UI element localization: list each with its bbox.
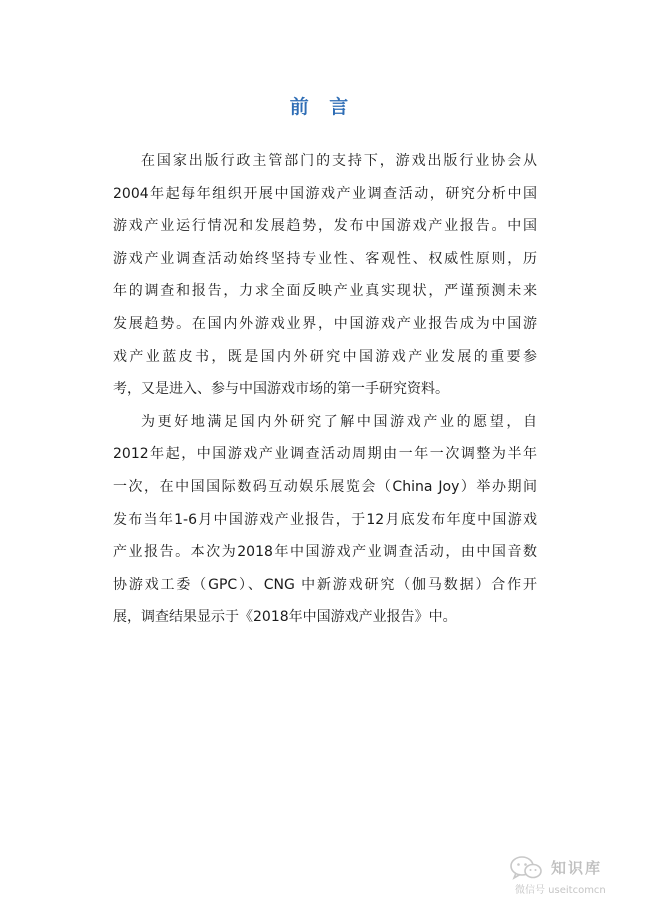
paragraph-2-line: 为更好地满足国内外研究了解中国游戏产业的愿望，自 [141,413,537,430]
paragraph-2 [113,406,537,634]
paragraph-2-line: 一次，在中国国际数码互动娱乐展览会（China Joy）举办期间 [113,478,537,495]
paragraph-1-line: 游戏产业运行情况和发展趋势，发布中国游戏产业报告。中国 [113,218,537,235]
watermark-subtitle: 微信号 useitcomcn [515,885,606,896]
paragraph-1-line: 考，又是进入、参与中国游戏市场的第一手研究资料。 [113,381,449,398]
watermark [501,851,631,899]
paragraph-1-line: 游戏产业调查活动始终坚持专业性、客观性、权威性原则，历 [113,250,537,267]
page-title: 前 言 [289,96,356,118]
paragraph-1-line: 在国家出版行政主管部门的支持下，游戏出版行业协会从 [141,153,537,169]
paragraph-2-line: 2012年起，中国游戏产业调查活动周期由一年一次调整为半年 [113,446,537,463]
paragraph-2-line: 展，调查结果显示于《2018年中国游戏产业报告》中。 [113,609,457,626]
paragraph-1-line: 发展趋势。在国内外游戏业界，中国游戏产业报告成为中国游 [113,315,537,332]
paragraph-2-line: 产业报告。本次为2018年中国游戏产业调查活动，由中国音数 [113,544,537,561]
paragraph-1-line: 戏产业蓝皮书，既是国内外研究中国游戏产业发展的重要参 [113,348,537,365]
paragraph-2-line: 协游戏工委（GPC）、CNG 中新游戏研究（伽马数据）合作开 [113,576,537,593]
document-body [113,145,537,634]
paragraph-1-line: 2004年起每年组织开展中国游戏产业调查活动，研究分析中国 [113,185,537,202]
paragraph-1-line: 年的调查和报告，力求全面反映产业真实现状，严谨预测未来 [113,283,537,300]
paragraph-1 [113,145,537,406]
watermark-brand: 知识库 [551,859,603,877]
wechat-icon [509,855,543,881]
paragraph-2-line: 发布当年1-6月中国游戏产业报告，于12月底发布年度中国游戏 [113,511,537,528]
